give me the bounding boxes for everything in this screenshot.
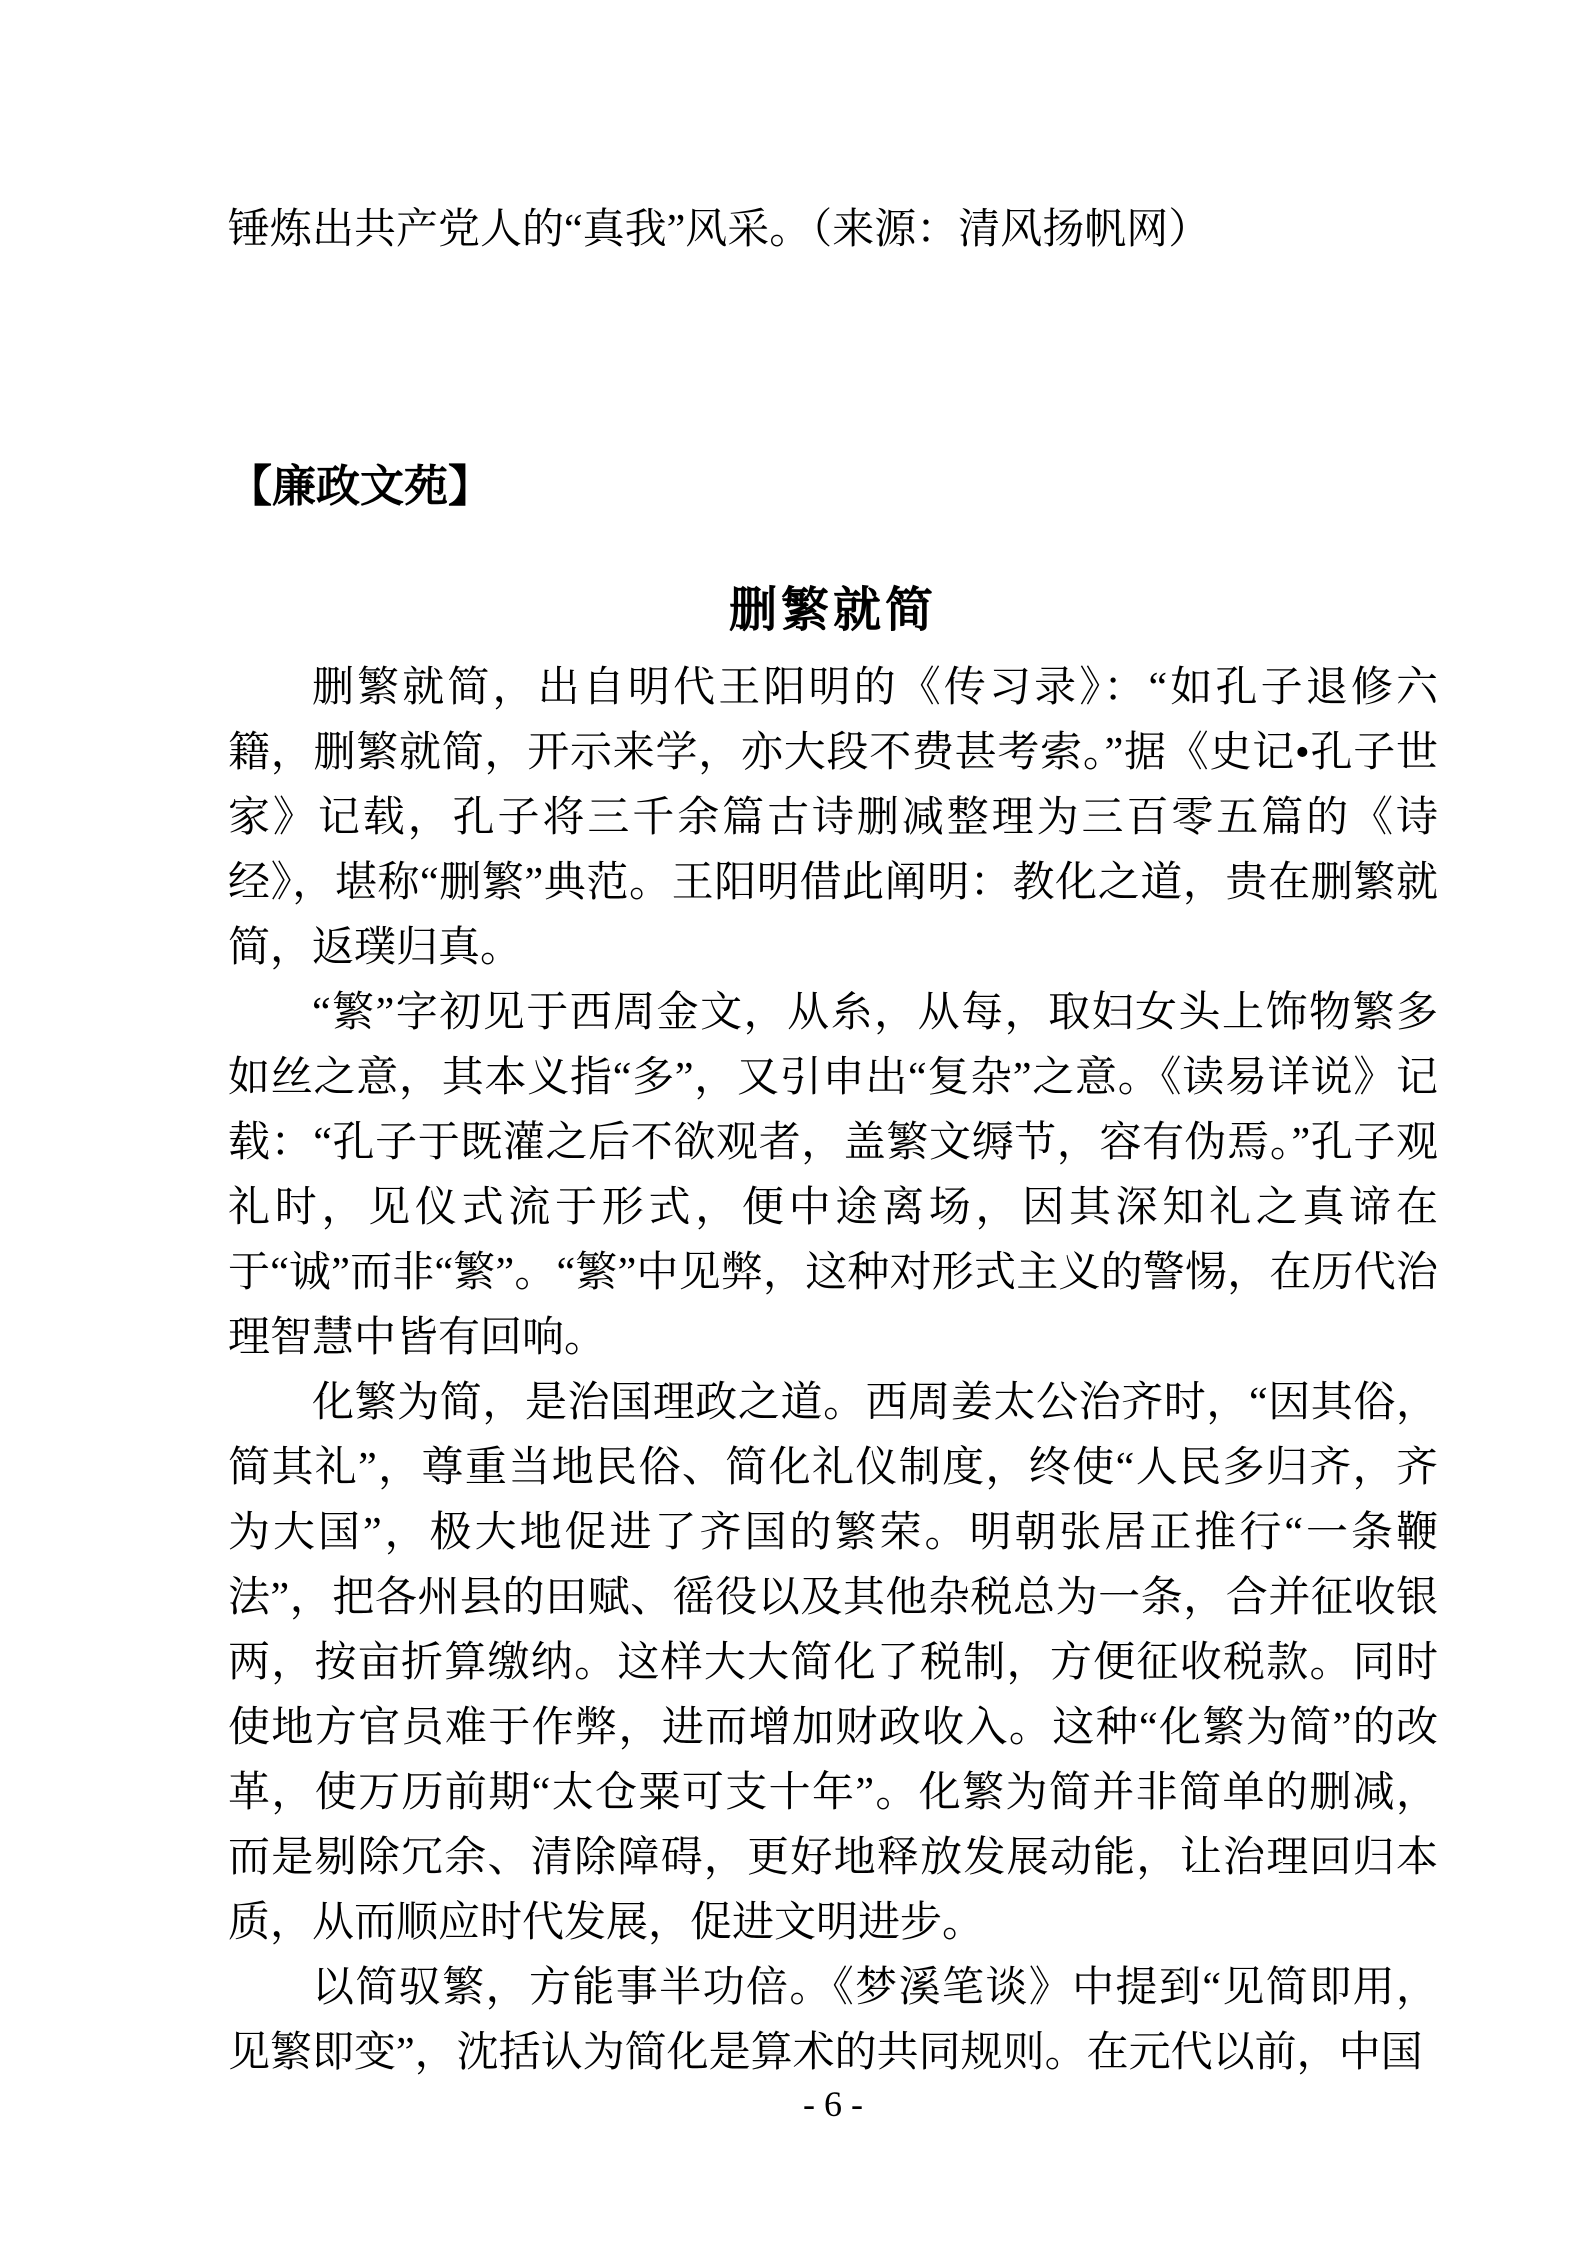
- section-header: 【廉政文苑】: [228, 462, 492, 511]
- article-title: 删繁就简: [728, 584, 937, 637]
- article-paragraph: “繁”字初见于西周金文，从糸，从每，取妇女头上饰物繁多如丝之意，其本义指“多”，又引申出“复杂”之意。《读易详说》记载：“孔子于既灌之后不欲观者，盖繁文缛节，容有伪焉。”孔子观礼时，见仪式流于形式，便中途离场，因其深知礼之真谛在于“诚”而非“繁”。“繁”中见弊，这种对形式主义的警惕，在历代治理智慧中皆有回响。: [228, 990, 1438, 1361]
- source-attribution-line: 锤炼出共产党人的“真我”风采。（来源：清风扬帆网）: [228, 207, 1211, 253]
- page-number: - 6 -: [803, 2084, 863, 2124]
- article-body: [228, 656, 1438, 2086]
- article-paragraph: 化繁为简，是治国理政之道。西周姜太公治齐时，“因其俗，简其礼”，尊重当地民俗、简化礼仪制度，终使“人民多归齐，齐为大国”，极大地促进了齐国的繁荣。明朝张居正推行“一条鞭法”，把各州县的田赋、徭役以及其他杂税总为一条，合并征收银两，按亩折算缴纳。这样大大简化了税制，方便征收税款。同时使地方官员难于作弊，进而增加财政收入。这种“化繁为简”的改革，使万历前期“太仓粟可支十年”。化繁为简并非简单的删减，而是剔除冗余、清除障碍，更好地释放发展动能，让治理回归本质，从而顺应时代发展，促进文明进步。: [228, 1380, 1438, 1946]
- article-paragraph: 以简驭繁，方能事半功倍。《梦溪笔谈》中提到“见简即用，见繁即变”，沈括认为简化是算术的共同规则。在元代以前，中国: [228, 1965, 1438, 2076]
- article-paragraph: 删繁就简，出自明代王阳明的《传习录》：“如孔子退修六籍，删繁就简，开示来学，亦大段不费甚考索。”据《史记•孔子世家》记载，孔子将三千余篇古诗删减整理为三百零五篇的《诗经》，堪称“删繁”典范。王阳明借此阐明：教化之道，贵在删繁就简，返璞归真。: [228, 665, 1438, 971]
